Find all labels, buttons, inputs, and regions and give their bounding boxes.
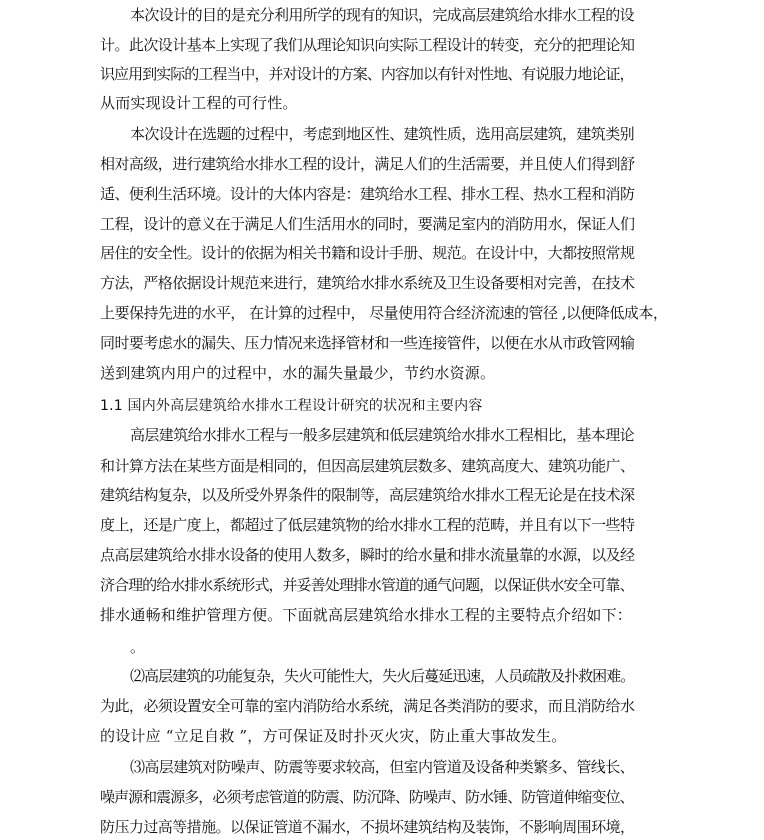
paragraph-line: 的设计应 “立足自救 ”，方可保证及时扑灭火灾，防止重大事故发生。 — [100, 727, 567, 745]
paragraph-line: 排水通畅和维护管理方便。下面就高层建筑给水排水工程的主要特点介绍如下： — [100, 606, 633, 624]
paragraph-line: 居住的安全性。设计的依据为相关书籍和设计手册、规范。在设计中，大都按照常规 — [100, 244, 635, 262]
paragraph-line: ⑵高层建筑的功能复杂，失火可能性大，失火后蔓延迅速，人员疏散及扑救困难。 — [130, 667, 635, 685]
paragraph-line: 计。此次设计基本上实现了我们从理论知识向实际工程设计的转变，充分的把理论知 — [100, 36, 635, 54]
paragraph-line: 本次设计在选题的过程中，考虑到地区性、建筑性质，选用高层建筑，建筑类别 — [130, 125, 635, 143]
paragraph-line: 方法，严格依据设计规范来进行，建筑给水排水系统及卫生设备要相对完善，在技术 — [100, 274, 635, 292]
paragraph-line: 度上，还是广度上，都超过了低层建筑物的给水排水工程的范畴，并且有以下一些特 — [100, 516, 635, 534]
paragraph-line: 和计算方法在某些方面是相同的，但因高层建筑层数多、建筑高度大、建筑功能广、 — [100, 457, 635, 475]
paragraph-line: 噪声源和震源多，必须考虑管道的防震、防沉降、防噪声、防水锤、防管道伸缩变位、 — [100, 788, 634, 806]
paragraph-line: 工程，设计的意义在于满足人们生活用水的同时，要满足室内的消防用水，保证人们 — [100, 215, 635, 233]
paragraph-line: 上要保持先进的水平， 在计算的过程中， 尽量使用符合经济流速的管径 ,以便降低成本， — [100, 304, 668, 322]
paragraph-line: 高层建筑给水排水工程与一般多层建筑和低层建筑给水排水工程相比，基本理论 — [130, 426, 635, 444]
paragraph-line: ⑶高层建筑对防噪声、防震等要求较高，但室内管道及设备种类繁多、管线长、 — [130, 758, 635, 776]
paragraph-line: 同时要考虑水的漏失、压力情况来选择管材和一些连接管件，以便在水从市政管网输 — [100, 334, 635, 352]
section-heading: 1.1 国内外高层建筑给水排水工程设计研究的状况和主要内容 — [100, 398, 483, 414]
paragraph-line: 防压力过高等措施。以保证管道不漏水，不损坏建筑结构及装饰，不影响周围环境， — [100, 818, 635, 836]
paragraph-line: 适、便利生活环境。设计的大体内容是：建筑给水工程、排水工程、热水工程和消防 — [100, 185, 635, 203]
paragraph-line: 。 — [130, 638, 146, 656]
paragraph-line: 送到建筑内用户的过程中，水的漏失量最少，节约水资源。 — [100, 364, 496, 382]
paragraph-line: 为此，必须设置安全可靠的室内消防给水系统，满足各类消防的要求，而且消防给水 — [100, 697, 635, 715]
paragraph-line: 从而实现设计工程的可行性。 — [100, 94, 298, 112]
paragraph-line: 本次设计的目的是充分利用所学的现有的知识，完成高层建筑给水排水工程的设 — [130, 6, 635, 24]
paragraph-line: 相对高级，进行建筑给水排水工程的设计，满足人们的生活需要，并且使人们得到舒 — [100, 155, 635, 173]
paragraph-line: 建筑结构复杂，以及所受外界条件的限制等，高层建筑给水排水工程无论是在技术深 — [100, 486, 635, 504]
paragraph-line: 点高层建筑给水排水设备的使用人数多，瞬时的给水量和排水流量靠的水源，以及经 — [100, 546, 635, 564]
paragraph-line: 济合理的给水排水系统形式，并妥善处理排水管道的通气问题，以保证供水安全可靠、 — [100, 576, 634, 594]
paragraph-line: 识应用到实际的工程当中，并对设计的方案、内容加以有针对性地、有说服力地论证， — [100, 65, 634, 83]
